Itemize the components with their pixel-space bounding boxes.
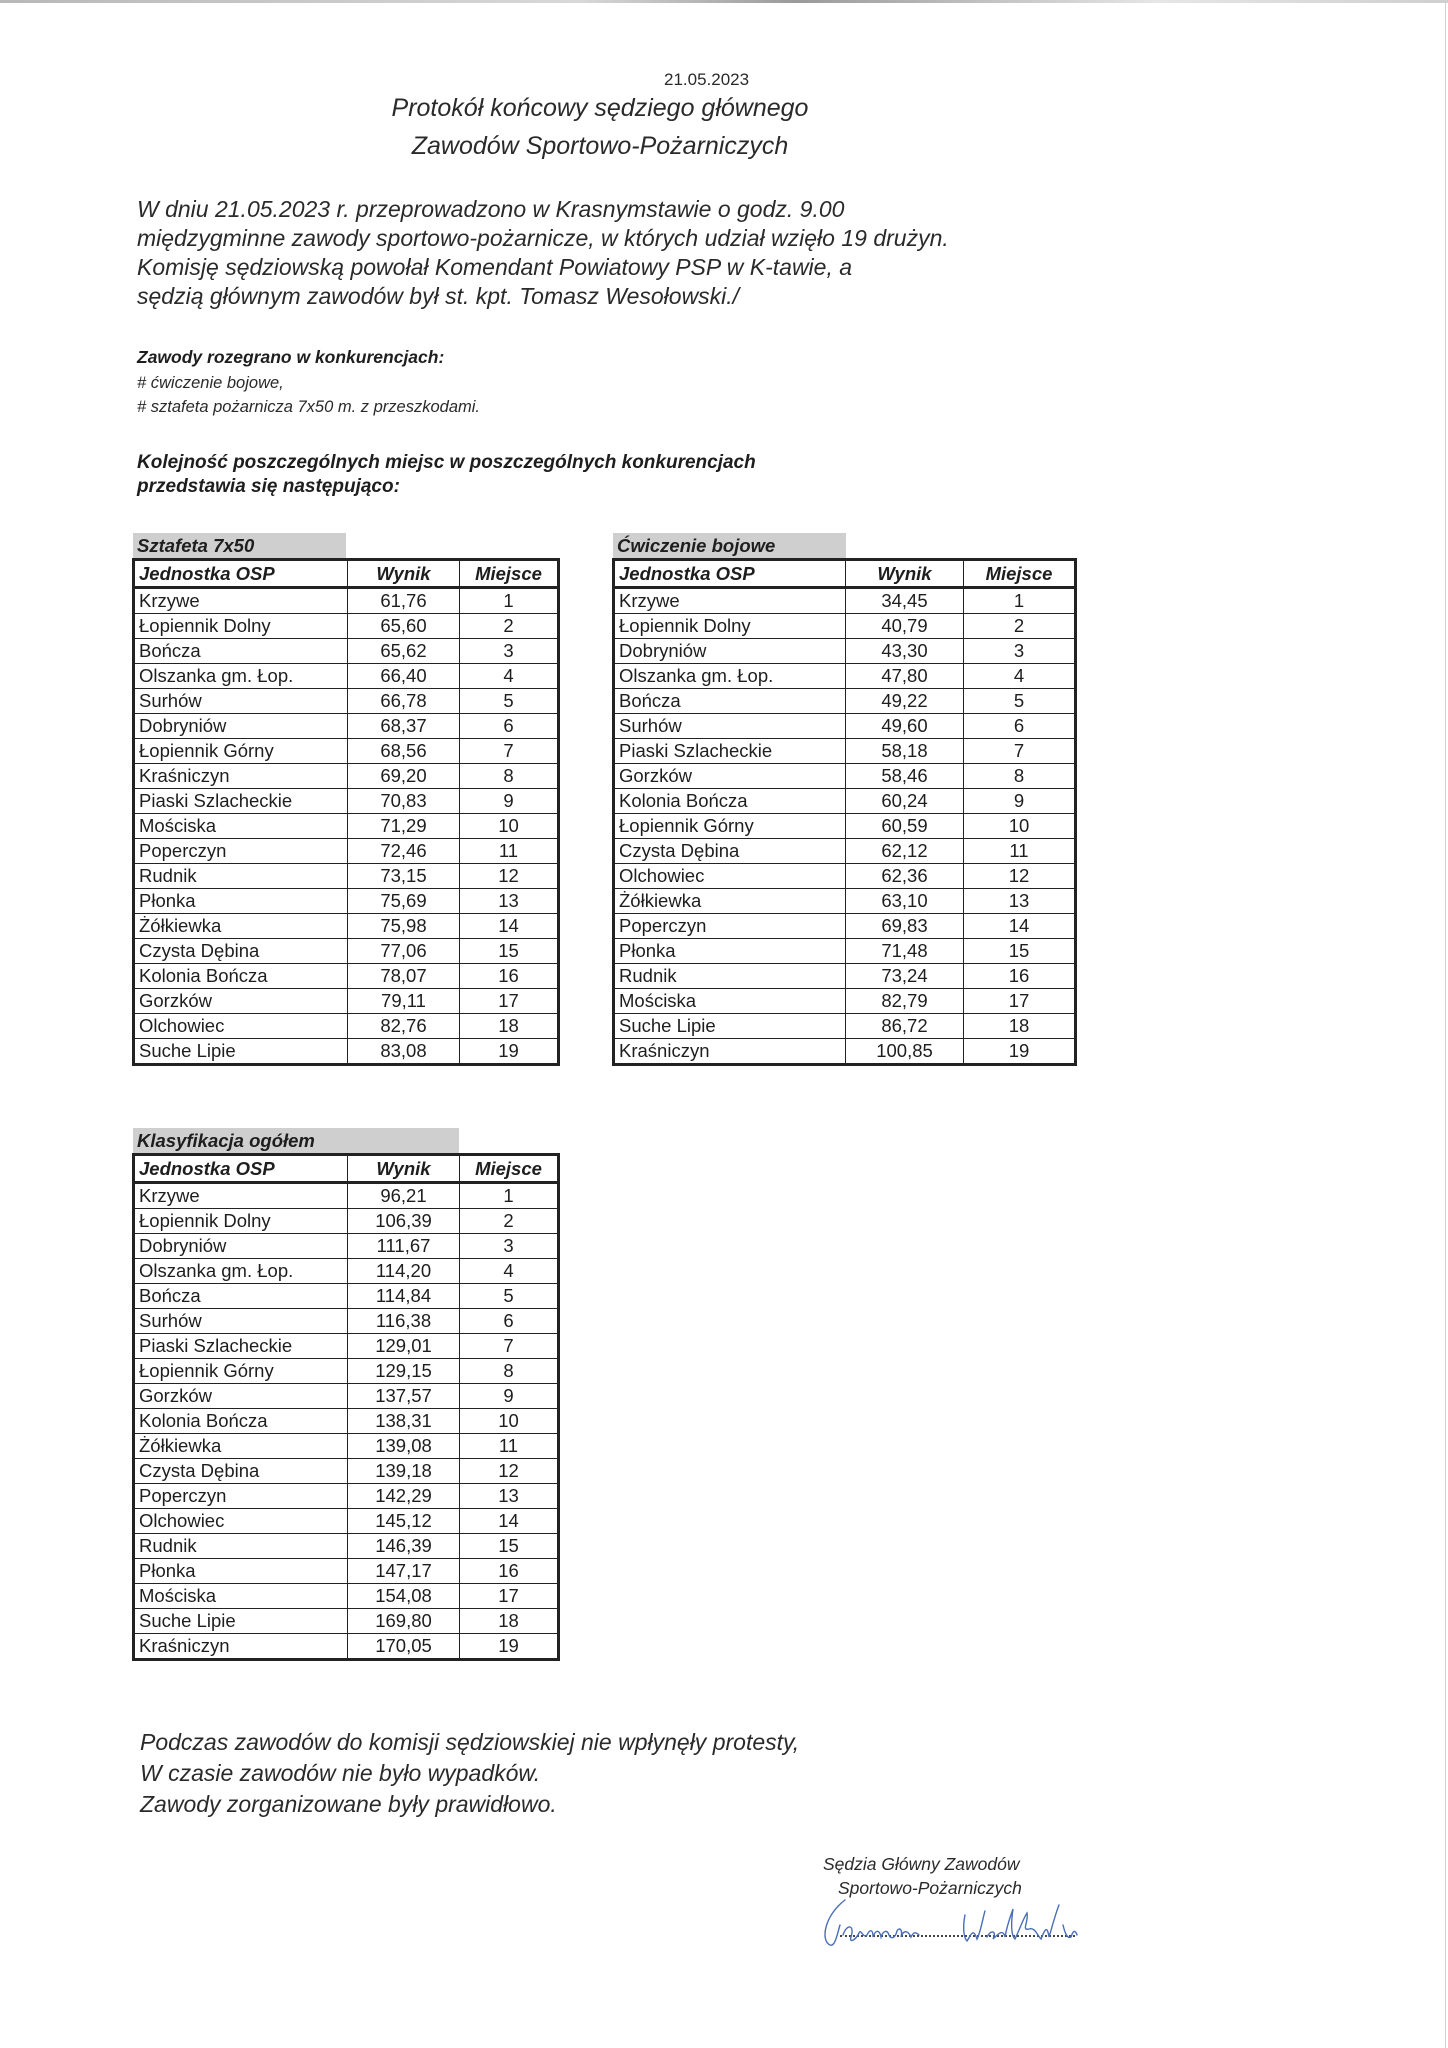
competitions-heading: Zawody rozegrano w konkurencjach: <box>137 347 445 367</box>
order-heading <box>137 451 756 499</box>
scan-edge-top <box>0 0 1448 3</box>
table-title-sztafeta: Sztafeta 7x50 <box>133 533 346 558</box>
cell-result: 137,57 <box>348 1384 460 1409</box>
cell-result: 96,21 <box>348 1183 460 1209</box>
cell-result: 70,83 <box>348 789 460 814</box>
cell-result: 66,40 <box>348 664 460 689</box>
cell-place: 9 <box>460 789 559 814</box>
table-row <box>134 764 559 789</box>
closing-line: Zawody zorganizowane były prawidłowo. <box>140 1791 557 1817</box>
cell-unit: Rudnik <box>134 864 348 889</box>
competition-item: # ćwiczenie bojowe, <box>137 374 284 392</box>
cell-result: 116,38 <box>348 1309 460 1334</box>
cell-result: 154,08 <box>348 1584 460 1609</box>
cell-result: 65,62 <box>348 639 460 664</box>
table-row <box>134 1209 559 1234</box>
cell-unit: Kraśniczyn <box>134 1634 348 1660</box>
cell-unit: Dobryniów <box>134 1234 348 1259</box>
cell-unit: Krzywe <box>614 588 846 614</box>
table-row <box>614 839 1076 864</box>
cell-result: 73,24 <box>846 964 964 989</box>
cell-result: 66,78 <box>348 689 460 714</box>
table-row <box>134 664 559 689</box>
table-row <box>134 964 559 989</box>
cell-result: 147,17 <box>348 1559 460 1584</box>
cell-place: 6 <box>460 714 559 739</box>
cell-place: 1 <box>964 588 1076 614</box>
table-row <box>134 689 559 714</box>
cell-unit: Suche Lipie <box>134 1039 348 1065</box>
results-table-sztafeta <box>132 558 560 1066</box>
table-row <box>614 939 1076 964</box>
table-row <box>134 1334 559 1359</box>
signature-label-line: Sędzia Główny Zawodów <box>823 1854 1020 1874</box>
cell-place: 12 <box>964 864 1076 889</box>
cell-place: 6 <box>460 1309 559 1334</box>
results-table-bojowe <box>612 558 1077 1066</box>
cell-unit: Mościska <box>134 814 348 839</box>
cell-result: 170,05 <box>348 1634 460 1660</box>
cell-place: 7 <box>460 1334 559 1359</box>
cell-result: 58,46 <box>846 764 964 789</box>
table-row <box>134 1634 559 1660</box>
cell-unit: Gorzków <box>614 764 846 789</box>
table-row <box>614 639 1076 664</box>
table-row <box>134 1309 559 1334</box>
column-header-unit: Jednostka OSP <box>134 560 348 588</box>
cell-result: 169,80 <box>348 1609 460 1634</box>
cell-result: 129,15 <box>348 1359 460 1384</box>
cell-unit: Poperczyn <box>134 839 348 864</box>
cell-place: 10 <box>460 814 559 839</box>
table-row <box>134 814 559 839</box>
cell-unit: Bończa <box>134 1284 348 1309</box>
column-header-result: Wynik <box>348 1155 460 1183</box>
intro-line: sędzią głównym zawodów był st. kpt. Tomasz Wesołowski./ <box>137 283 740 309</box>
cell-result: 43,30 <box>846 639 964 664</box>
table-row <box>614 588 1076 614</box>
cell-result: 68,37 <box>348 714 460 739</box>
table-row <box>134 1609 559 1634</box>
cell-place: 2 <box>460 614 559 639</box>
cell-place: 6 <box>964 714 1076 739</box>
table-row <box>134 1039 559 1065</box>
cell-unit: Łopiennik Górny <box>614 814 846 839</box>
cell-result: 49,60 <box>846 714 964 739</box>
cell-place: 13 <box>460 1484 559 1509</box>
table-row <box>134 739 559 764</box>
cell-unit: Bończa <box>134 639 348 664</box>
table-row <box>134 1259 559 1284</box>
intro-paragraph <box>137 195 1137 311</box>
cell-place: 17 <box>964 989 1076 1014</box>
cell-unit: Mościska <box>614 989 846 1014</box>
column-header-place: Miejsce <box>460 1155 559 1183</box>
closing-line: W czasie zawodów nie było wypadków. <box>140 1760 541 1786</box>
cell-unit: Krzywe <box>134 588 348 614</box>
cell-unit: Łopiennik Dolny <box>134 614 348 639</box>
table-row <box>134 639 559 664</box>
cell-place: 13 <box>460 889 559 914</box>
table-row <box>614 1039 1076 1065</box>
table-row <box>614 1014 1076 1039</box>
cell-result: 72,46 <box>348 839 460 864</box>
cell-unit: Kolonia Bończa <box>614 789 846 814</box>
cell-place: 7 <box>964 739 1076 764</box>
cell-result: 78,07 <box>348 964 460 989</box>
cell-unit: Dobryniów <box>614 639 846 664</box>
cell-unit: Łopiennik Górny <box>134 1359 348 1384</box>
table-row <box>134 939 559 964</box>
cell-place: 14 <box>460 914 559 939</box>
cell-unit: Olszanka gm. Łop. <box>134 664 348 689</box>
cell-result: 61,76 <box>348 588 460 614</box>
cell-place: 8 <box>460 764 559 789</box>
cell-unit: Suche Lipie <box>614 1014 846 1039</box>
cell-unit: Piaski Szlacheckie <box>134 1334 348 1359</box>
cell-unit: Bończa <box>614 689 846 714</box>
cell-result: 60,24 <box>846 789 964 814</box>
intro-line: Komisję sędziowską powołał Komendant Powiatowy PSP w K-tawie, a <box>137 254 853 280</box>
cell-unit: Żółkiewka <box>134 914 348 939</box>
cell-place: 3 <box>964 639 1076 664</box>
table-row <box>134 614 559 639</box>
cell-result: 60,59 <box>846 814 964 839</box>
cell-unit: Rudnik <box>134 1534 348 1559</box>
cell-place: 15 <box>460 939 559 964</box>
table-row <box>134 1584 559 1609</box>
cell-place: 1 <box>460 1183 559 1209</box>
table-row <box>614 989 1076 1014</box>
cell-place: 1 <box>460 588 559 614</box>
intro-line: międzygminne zawody sportowo-pożarnicze, w których udział wzięło 19 drużyn. <box>137 225 949 251</box>
cell-result: 114,20 <box>348 1259 460 1284</box>
cell-result: 71,48 <box>846 939 964 964</box>
cell-result: 100,85 <box>846 1039 964 1065</box>
table-row <box>614 789 1076 814</box>
cell-unit: Żółkiewka <box>134 1434 348 1459</box>
cell-result: 62,12 <box>846 839 964 864</box>
table-row <box>134 1434 559 1459</box>
cell-unit: Kolonia Bończa <box>134 964 348 989</box>
cell-unit: Czysta Dębina <box>614 839 846 864</box>
handwritten-signature <box>815 1895 1145 1955</box>
cell-result: 114,84 <box>348 1284 460 1309</box>
cell-unit: Olchowiec <box>134 1509 348 1534</box>
table-row <box>134 789 559 814</box>
cell-place: 18 <box>460 1609 559 1634</box>
table-title-ogolem: Klasyfikacja ogółem <box>133 1128 459 1153</box>
table-row <box>614 764 1076 789</box>
cell-place: 12 <box>460 1459 559 1484</box>
cell-place: 4 <box>964 664 1076 689</box>
column-header-result: Wynik <box>846 560 964 588</box>
cell-unit: Krzywe <box>134 1183 348 1209</box>
intro-line: W dniu 21.05.2023 r. przeprowadzono w Krasnymstawie o godz. 9.00 <box>137 196 845 222</box>
table-row <box>614 689 1076 714</box>
cell-unit: Olchowiec <box>134 1014 348 1039</box>
table-row <box>614 739 1076 764</box>
cell-result: 79,11 <box>348 989 460 1014</box>
table-row <box>134 1509 559 1534</box>
cell-unit: Piaski Szlacheckie <box>614 739 846 764</box>
document-title: Protokół końcowy sędziego głównego <box>391 94 809 122</box>
cell-place: 16 <box>460 964 559 989</box>
cell-result: 68,56 <box>348 739 460 764</box>
cell-unit: Dobryniów <box>134 714 348 739</box>
cell-result: 139,18 <box>348 1459 460 1484</box>
cell-result: 82,79 <box>846 989 964 1014</box>
cell-result: 49,22 <box>846 689 964 714</box>
cell-unit: Olszanka gm. Łop. <box>134 1259 348 1284</box>
cell-unit: Poperczyn <box>614 914 846 939</box>
scan-edge-right <box>1445 0 1446 2048</box>
table-row <box>134 1484 559 1509</box>
cell-place: 16 <box>460 1559 559 1584</box>
cell-unit: Piaski Szlacheckie <box>134 789 348 814</box>
closing-paragraph <box>140 1727 799 1820</box>
cell-result: 58,18 <box>846 739 964 764</box>
cell-unit: Czysta Dębina <box>134 1459 348 1484</box>
cell-unit: Kraśniczyn <box>134 764 348 789</box>
table-row <box>614 614 1076 639</box>
table-row <box>134 588 559 614</box>
cell-result: 75,98 <box>348 914 460 939</box>
signature-label <box>823 1852 1022 1900</box>
table-title-bojowe: Ćwiczenie bojowe <box>613 533 846 558</box>
cell-result: 77,06 <box>348 939 460 964</box>
cell-place: 4 <box>460 1259 559 1284</box>
cell-result: 73,15 <box>348 864 460 889</box>
cell-place: 15 <box>460 1534 559 1559</box>
cell-place: 19 <box>460 1039 559 1065</box>
cell-result: 40,79 <box>846 614 964 639</box>
cell-place: 9 <box>964 789 1076 814</box>
table-row <box>134 889 559 914</box>
cell-place: 11 <box>964 839 1076 864</box>
cell-unit: Płonka <box>134 889 348 914</box>
table-row <box>134 714 559 739</box>
cell-place: 5 <box>964 689 1076 714</box>
cell-place: 8 <box>964 764 1076 789</box>
cell-unit: Olchowiec <box>614 864 846 889</box>
cell-unit: Żółkiewka <box>614 889 846 914</box>
cell-place: 2 <box>964 614 1076 639</box>
cell-result: 65,60 <box>348 614 460 639</box>
document-subtitle: Zawodów Sportowo-Pożarniczych <box>411 132 789 160</box>
document-date: 21.05.2023 <box>664 70 750 89</box>
cell-result: 69,20 <box>348 764 460 789</box>
table-header-row <box>134 1155 559 1183</box>
cell-place: 17 <box>460 1584 559 1609</box>
order-heading-line: Kolejność poszczególnych miejsc w poszczególnych konkurencjach <box>137 452 756 473</box>
column-header-place: Miejsce <box>460 560 559 588</box>
cell-result: 142,29 <box>348 1484 460 1509</box>
cell-place: 15 <box>964 939 1076 964</box>
results-table-ogolem <box>132 1153 560 1661</box>
cell-place: 5 <box>460 689 559 714</box>
table-row <box>614 964 1076 989</box>
cell-unit: Gorzków <box>134 989 348 1014</box>
cell-result: 139,08 <box>348 1434 460 1459</box>
cell-result: 111,67 <box>348 1234 460 1259</box>
cell-unit: Łopiennik Dolny <box>134 1209 348 1234</box>
cell-place: 9 <box>460 1384 559 1409</box>
cell-unit: Olszanka gm. Łop. <box>614 664 846 689</box>
table-row <box>134 864 559 889</box>
cell-unit: Płonka <box>614 939 846 964</box>
cell-place: 11 <box>460 1434 559 1459</box>
cell-unit: Łopiennik Górny <box>134 739 348 764</box>
table-row <box>614 889 1076 914</box>
cell-result: 71,29 <box>348 814 460 839</box>
column-header-unit: Jednostka OSP <box>614 560 846 588</box>
table-row <box>614 664 1076 689</box>
signature-label-line: Sportowo-Pożarniczych <box>838 1878 1022 1898</box>
cell-unit: Suche Lipie <box>134 1609 348 1634</box>
cell-unit: Surhów <box>134 1309 348 1334</box>
cell-place: 10 <box>460 1409 559 1434</box>
competitions-list <box>137 371 480 419</box>
cell-place: 7 <box>460 739 559 764</box>
cell-unit: Poperczyn <box>134 1484 348 1509</box>
cell-unit: Łopiennik Dolny <box>614 614 846 639</box>
table-row <box>614 864 1076 889</box>
cell-result: 138,31 <box>348 1409 460 1434</box>
cell-place: 14 <box>964 914 1076 939</box>
table-row <box>134 1284 559 1309</box>
table-row <box>134 1559 559 1584</box>
cell-unit: Czysta Dębina <box>134 939 348 964</box>
cell-place: 11 <box>460 839 559 864</box>
cell-unit: Surhów <box>614 714 846 739</box>
closing-line: Podczas zawodów do komisji sędziowskiej nie wpłynęły protesty, <box>140 1729 800 1755</box>
cell-unit: Mościska <box>134 1584 348 1609</box>
cell-place: 19 <box>460 1634 559 1660</box>
table-row <box>134 839 559 864</box>
table-header-row <box>614 560 1076 588</box>
cell-result: 34,45 <box>846 588 964 614</box>
cell-result: 62,36 <box>846 864 964 889</box>
cell-result: 129,01 <box>348 1334 460 1359</box>
column-header-place: Miejsce <box>964 560 1076 588</box>
cell-unit: Surhów <box>134 689 348 714</box>
cell-place: 2 <box>460 1209 559 1234</box>
cell-place: 16 <box>964 964 1076 989</box>
cell-result: 82,76 <box>348 1014 460 1039</box>
table-row <box>134 1359 559 1384</box>
cell-unit: Gorzków <box>134 1384 348 1409</box>
competition-item: # sztafeta pożarnicza 7x50 m. z przeszkodami. <box>137 398 480 416</box>
table-row <box>614 914 1076 939</box>
cell-unit: Płonka <box>134 1559 348 1584</box>
column-header-unit: Jednostka OSP <box>134 1155 348 1183</box>
cell-result: 63,10 <box>846 889 964 914</box>
cell-result: 69,83 <box>846 914 964 939</box>
cell-result: 86,72 <box>846 1014 964 1039</box>
table-row <box>134 1014 559 1039</box>
cell-place: 19 <box>964 1039 1076 1065</box>
table-row <box>614 814 1076 839</box>
cell-place: 3 <box>460 639 559 664</box>
cell-place: 17 <box>460 989 559 1014</box>
cell-place: 18 <box>964 1014 1076 1039</box>
table-row <box>134 914 559 939</box>
table-row <box>614 714 1076 739</box>
table-row <box>134 1409 559 1434</box>
table-row <box>134 1384 559 1409</box>
table-row <box>134 989 559 1014</box>
cell-place: 3 <box>460 1234 559 1259</box>
cell-place: 5 <box>460 1284 559 1309</box>
cell-place: 13 <box>964 889 1076 914</box>
cell-place: 10 <box>964 814 1076 839</box>
table-row <box>134 1234 559 1259</box>
cell-unit: Kraśniczyn <box>614 1039 846 1065</box>
cell-result: 75,69 <box>348 889 460 914</box>
column-header-result: Wynik <box>348 560 460 588</box>
cell-result: 146,39 <box>348 1534 460 1559</box>
cell-place: 4 <box>460 664 559 689</box>
cell-place: 8 <box>460 1359 559 1384</box>
cell-place: 12 <box>460 864 559 889</box>
table-row <box>134 1183 559 1209</box>
cell-result: 106,39 <box>348 1209 460 1234</box>
table-header-row <box>134 560 559 588</box>
table-row <box>134 1459 559 1484</box>
cell-unit: Rudnik <box>614 964 846 989</box>
cell-place: 14 <box>460 1509 559 1534</box>
cell-result: 47,80 <box>846 664 964 689</box>
cell-result: 145,12 <box>348 1509 460 1534</box>
cell-result: 83,08 <box>348 1039 460 1065</box>
table-row <box>134 1534 559 1559</box>
cell-unit: Kolonia Bończa <box>134 1409 348 1434</box>
cell-place: 18 <box>460 1014 559 1039</box>
order-heading-line: przedstawia się następująco: <box>137 476 400 497</box>
